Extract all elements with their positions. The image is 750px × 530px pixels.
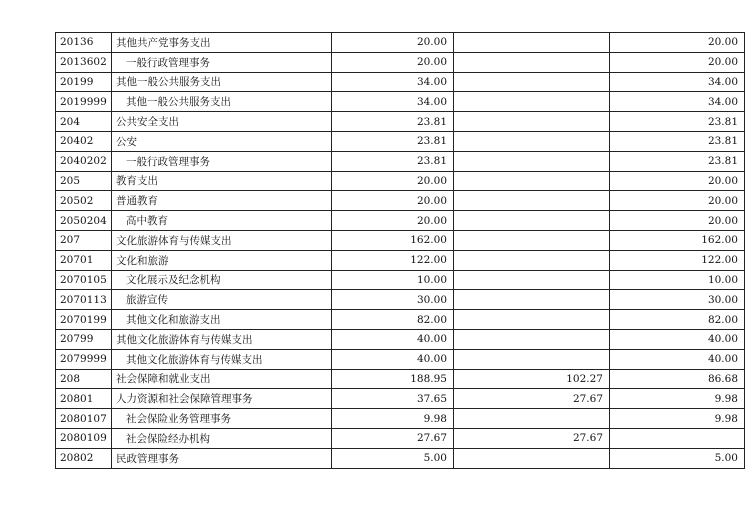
basic-expenditure-cell: [454, 270, 610, 290]
subject-name-cell: 社会保险经办机构: [112, 428, 332, 448]
total-amount-cell: 30.00: [332, 290, 454, 310]
total-amount-cell: 23.81: [332, 131, 454, 151]
project-expenditure-cell: 40.00: [610, 349, 745, 369]
basic-expenditure-cell: [454, 52, 610, 72]
basic-expenditure-cell: [454, 349, 610, 369]
project-expenditure-cell: 20.00: [610, 211, 745, 231]
subject-name-cell: 社会保险业务管理事务: [112, 409, 332, 429]
subject-code-cell: 20801: [56, 389, 112, 409]
basic-expenditure-cell: [454, 329, 610, 349]
total-amount-cell: 20.00: [332, 191, 454, 211]
subject-name-cell: 其他一般公共服务支出: [112, 92, 332, 112]
basic-expenditure-cell: [454, 151, 610, 171]
total-amount-cell: 10.00: [332, 270, 454, 290]
table-row: [56, 349, 745, 369]
basic-expenditure-cell: [454, 230, 610, 250]
subject-code-cell: 2070105: [56, 270, 112, 290]
subject-code-cell: 20799: [56, 329, 112, 349]
table-row: [56, 52, 745, 72]
subject-name-cell: 高中教育: [112, 211, 332, 231]
table-row: [56, 72, 745, 92]
project-expenditure-cell: 82.00: [610, 310, 745, 330]
project-expenditure-cell: 86.68: [610, 369, 745, 389]
subject-code-cell: 2080109: [56, 428, 112, 448]
table-row: [56, 290, 745, 310]
subject-name-cell: 公安: [112, 131, 332, 151]
project-expenditure-cell: 20.00: [610, 33, 745, 53]
subject-code-cell: 20199: [56, 72, 112, 92]
project-expenditure-cell: 9.98: [610, 389, 745, 409]
basic-expenditure-cell: [454, 92, 610, 112]
project-expenditure-cell: 5.00: [610, 448, 745, 468]
total-amount-cell: 9.98: [332, 409, 454, 429]
subject-code-cell: 2070113: [56, 290, 112, 310]
total-amount-cell: 20.00: [332, 171, 454, 191]
total-amount-cell: 34.00: [332, 92, 454, 112]
subject-name-cell: 文化和旅游: [112, 250, 332, 270]
table-row: [56, 270, 745, 290]
project-expenditure-cell: 34.00: [610, 72, 745, 92]
project-expenditure-cell: 30.00: [610, 290, 745, 310]
project-expenditure-cell: 122.00: [610, 250, 745, 270]
table-row: [56, 369, 745, 389]
subject-code-cell: 2013602: [56, 52, 112, 72]
table-row: [56, 389, 745, 409]
table-row: [56, 310, 745, 330]
basic-expenditure-cell: [454, 250, 610, 270]
project-expenditure-cell: 23.81: [610, 151, 745, 171]
subject-name-cell: 文化旅游体育与传媒支出: [112, 230, 332, 250]
basic-expenditure-cell: [454, 448, 610, 468]
subject-name-cell: 一般行政管理事务: [112, 52, 332, 72]
table-row: [56, 211, 745, 231]
budget-expenditure-table: [55, 32, 745, 469]
total-amount-cell: 20.00: [332, 211, 454, 231]
basic-expenditure-cell: [454, 211, 610, 231]
subject-name-cell: 其他文化和旅游支出: [112, 310, 332, 330]
project-expenditure-cell: 23.81: [610, 131, 745, 151]
table-row: [56, 191, 745, 211]
subject-code-cell: 208: [56, 369, 112, 389]
total-amount-cell: 20.00: [332, 52, 454, 72]
table-row: [56, 112, 745, 132]
basic-expenditure-cell: [454, 131, 610, 151]
subject-code-cell: 20502: [56, 191, 112, 211]
subject-name-cell: 民政管理事务: [112, 448, 332, 468]
project-expenditure-cell: 40.00: [610, 329, 745, 349]
subject-code-cell: 2019999: [56, 92, 112, 112]
total-amount-cell: 82.00: [332, 310, 454, 330]
table-row: [56, 428, 745, 448]
total-amount-cell: 40.00: [332, 329, 454, 349]
project-expenditure-cell: [610, 428, 745, 448]
table-row: [56, 448, 745, 468]
total-amount-cell: 188.95: [332, 369, 454, 389]
subject-name-cell: 旅游宣传: [112, 290, 332, 310]
basic-expenditure-cell: [454, 33, 610, 53]
total-amount-cell: 23.81: [332, 151, 454, 171]
table-row: [56, 409, 745, 429]
table-row: [56, 92, 745, 112]
table-row: [56, 171, 745, 191]
basic-expenditure-cell: 27.67: [454, 428, 610, 448]
subject-code-cell: 20402: [56, 131, 112, 151]
subject-name-cell: 教育支出: [112, 171, 332, 191]
project-expenditure-cell: 9.98: [610, 409, 745, 429]
total-amount-cell: 122.00: [332, 250, 454, 270]
subject-name-cell: 其他共产党事务支出: [112, 33, 332, 53]
subject-name-cell: 其他文化旅游体育与传媒支出: [112, 329, 332, 349]
subject-name-cell: 人力资源和社会保障管理事务: [112, 389, 332, 409]
subject-name-cell: 一般行政管理事务: [112, 151, 332, 171]
project-expenditure-cell: 10.00: [610, 270, 745, 290]
basic-expenditure-cell: 102.27: [454, 369, 610, 389]
basic-expenditure-cell: [454, 72, 610, 92]
subject-code-cell: 2079999: [56, 349, 112, 369]
subject-code-cell: 207: [56, 230, 112, 250]
table-body: [56, 33, 745, 469]
basic-expenditure-cell: [454, 310, 610, 330]
total-amount-cell: 40.00: [332, 349, 454, 369]
basic-expenditure-cell: [454, 290, 610, 310]
total-amount-cell: 5.00: [332, 448, 454, 468]
subject-code-cell: 2050204: [56, 211, 112, 231]
total-amount-cell: 27.67: [332, 428, 454, 448]
total-amount-cell: 23.81: [332, 112, 454, 132]
total-amount-cell: 34.00: [332, 72, 454, 92]
table-row: [56, 33, 745, 53]
subject-code-cell: 20701: [56, 250, 112, 270]
project-expenditure-cell: 162.00: [610, 230, 745, 250]
basic-expenditure-cell: [454, 171, 610, 191]
subject-name-cell: 其他一般公共服务支出: [112, 72, 332, 92]
subject-name-cell: 普通教育: [112, 191, 332, 211]
table-row: [56, 329, 745, 349]
project-expenditure-cell: 23.81: [610, 112, 745, 132]
subject-code-cell: 205: [56, 171, 112, 191]
subject-code-cell: 204: [56, 112, 112, 132]
basic-expenditure-cell: [454, 112, 610, 132]
subject-name-cell: 公共安全支出: [112, 112, 332, 132]
total-amount-cell: 162.00: [332, 230, 454, 250]
table-row: [56, 151, 745, 171]
total-amount-cell: 20.00: [332, 33, 454, 53]
project-expenditure-cell: 34.00: [610, 92, 745, 112]
basic-expenditure-cell: 27.67: [454, 389, 610, 409]
subject-code-cell: 20136: [56, 33, 112, 53]
subject-name-cell: 其他文化旅游体育与传媒支出: [112, 349, 332, 369]
project-expenditure-cell: 20.00: [610, 191, 745, 211]
table-row: [56, 230, 745, 250]
table-row: [56, 131, 745, 151]
project-expenditure-cell: 20.00: [610, 52, 745, 72]
subject-code-cell: 2070199: [56, 310, 112, 330]
basic-expenditure-cell: [454, 409, 610, 429]
table-row: [56, 250, 745, 270]
basic-expenditure-cell: [454, 191, 610, 211]
subject-code-cell: 2080107: [56, 409, 112, 429]
total-amount-cell: 37.65: [332, 389, 454, 409]
subject-code-cell: 20802: [56, 448, 112, 468]
subject-name-cell: 社会保障和就业支出: [112, 369, 332, 389]
subject-code-cell: 2040202: [56, 151, 112, 171]
project-expenditure-cell: 20.00: [610, 171, 745, 191]
subject-name-cell: 文化展示及纪念机构: [112, 270, 332, 290]
